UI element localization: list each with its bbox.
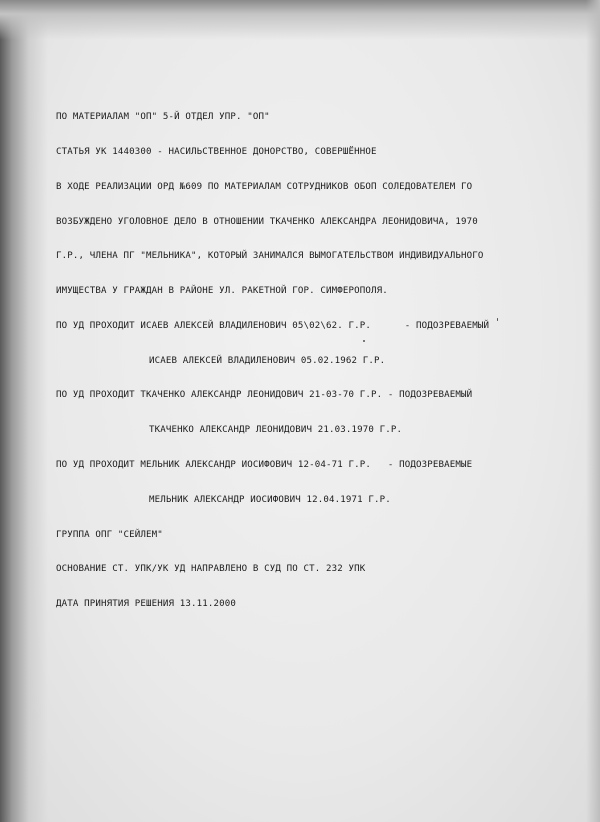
doc-line: В ХОДЕ РЕАЛИЗАЦИИ ОРД №609 ПО МАТЕРИАЛАМ СОТРУДНИКОВ ОБОП СОЛЕДОВАТЕЛЕМ ГО xyxy=(56,181,473,192)
scan-speck xyxy=(497,318,498,321)
doc-line: Г.Р., ЧЛЕНА ПГ "МЕЛЬНИКА", КОТОРЫЙ ЗАНИМАЛСЯ ВЫМОГАТЕЛЬСТВОМ ИНДИВИДУАЛЬНОГО xyxy=(56,251,484,262)
doc-line: ДАТА ПРИНЯТИЯ РЕШЕНИЯ 13.11.2000 xyxy=(56,599,236,610)
doc-line: ГРУППА ОПГ "СЕЙЛЕМ" xyxy=(56,529,163,540)
doc-line: ИСАЕВ АЛЕКСЕЙ ВЛАДИЛЕНОВИЧ 05.02.1962 Г.Р. xyxy=(149,355,386,366)
doc-line: ОСНОВАНИЕ СТ. УПК/УК УД НАПРАВЛЕНО В СУД ПО СТ. 232 УПК xyxy=(56,564,366,575)
doc-line: ВОЗБУЖДЕНО УГОЛОВНОЕ ДЕЛО В ОТНОШЕНИИ ТКАЧЕНКО АЛЕКСАНДРА ЛЕОНИДОВИЧА, 1970 xyxy=(56,216,478,227)
doc-line: ИМУЩЕСТВА У ГРАЖДАН В РАЙОНЕ УЛ. РАКЕТНОЙ ГОР. СИМФЕРОПОЛЯ. xyxy=(56,286,388,297)
doc-line: ПО МАТЕРИАЛАМ "ОП" 5-Й ОТДЕЛ УПР. "ОП" xyxy=(56,112,270,123)
scan-shadow-right xyxy=(586,0,600,822)
doc-line: ПО УД ПРОХОДИТ ИСАЕВ АЛЕКСЕЙ ВЛАДИЛЕНОВИЧ 05\02\62. Г.Р. - ПОДОЗРЕВАЕМЫЙ xyxy=(56,320,490,331)
scan-shadow-left xyxy=(0,0,48,822)
scan-shadow-top xyxy=(0,0,600,40)
doc-line: ТКАЧЕНКО АЛЕКСАНДР ЛЕОНИДОВИЧ 21.03.1970 Г.Р. xyxy=(149,425,403,436)
document-body xyxy=(56,89,576,634)
doc-line: ПО УД ПРОХОДИТ ТКАЧЕНКО АЛЕКСАНДР ЛЕОНИДОВИЧ 21-03-70 Г.Р. - ПОДОЗРЕВАЕМЫЙ xyxy=(56,390,473,401)
scan-speck xyxy=(363,340,365,342)
doc-line: МЕЛЬНИК АЛЕКСАНДР ИОСИФОВИЧ 12.04.1971 Г.Р. xyxy=(149,494,391,505)
doc-line: ПО УД ПРОХОДИТ МЕЛЬНИК АЛЕКСАНДР ИОСИФОВИЧ 12-04-71 Г.Р. - ПОДОЗРЕВАЕМЫЕ xyxy=(56,460,473,470)
doc-line: СТАТЬЯ УК 1440300 - НАСИЛЬСТВЕННОЕ ДОНОРСТВО, СОВЕРШЁННОЕ xyxy=(56,146,377,157)
